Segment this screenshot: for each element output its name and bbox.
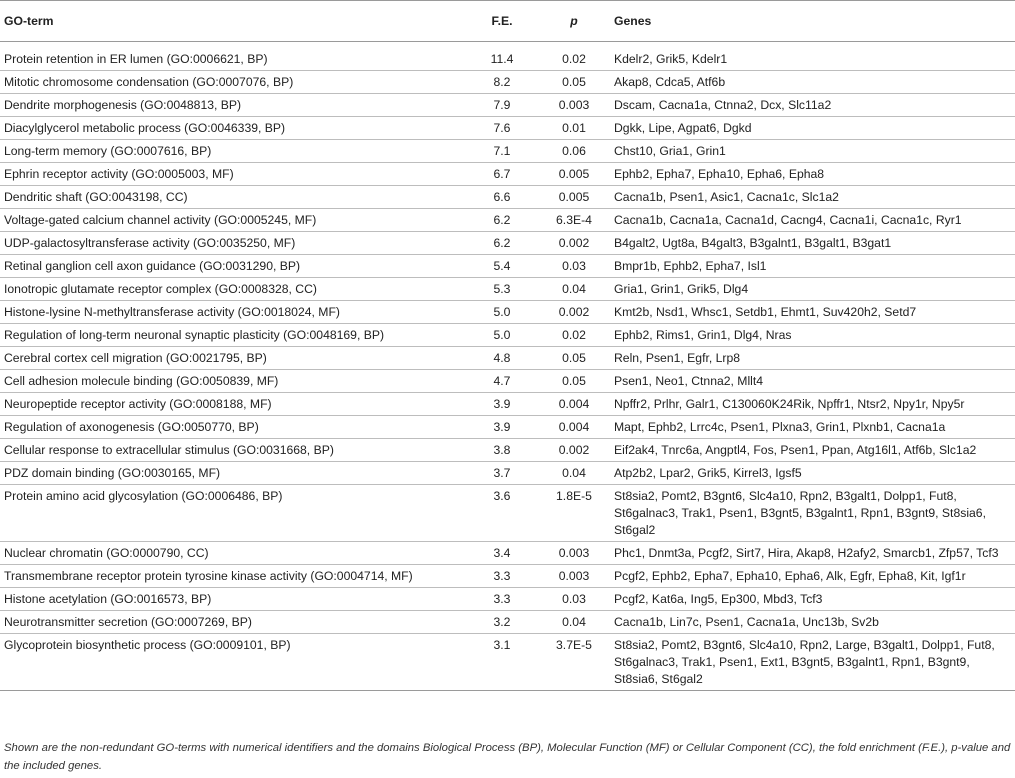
genes-cell: Cacna1b, Cacna1a, Cacna1d, Cacng4, Cacna1i, Cacna1c, Ryr1	[614, 213, 962, 227]
genes-cell: Reln, Psen1, Egfr, Lrp8	[614, 351, 741, 365]
table-header	[0, 1, 1015, 49]
genes-cell: Chst10, Gria1, Grin1	[614, 144, 726, 158]
fold-enrichment-cell: 7.1	[493, 144, 511, 158]
go-term-cell: Dendritic shaft (GO:0043198, CC)	[4, 190, 188, 204]
table-caption: Shown are the non-redundant GO-terms with numerical identifiers and the domains Biological Process (BP), Molecular Function (MF) or Cellular Component (CC), the fold enrichment (F.E.), p-value and the included genes.	[4, 742, 1011, 772]
fold-enrichment-cell: 5.3	[493, 282, 511, 296]
genes-cell: Ephb2, Epha7, Epha10, Epha6, Epha8	[614, 167, 825, 181]
table-row	[0, 117, 1015, 140]
p-value-cell: 0.02	[562, 328, 586, 342]
table-row	[0, 588, 1015, 611]
fold-enrichment-cell: 3.4	[493, 546, 511, 560]
go-term-cell: Diacylglycerol metabolic process (GO:0046339, BP)	[4, 121, 286, 135]
table-row	[0, 301, 1015, 324]
genes-cell: Atp2b2, Lpar2, Grik5, Kirrel3, Igsf5	[614, 466, 802, 480]
go-term-cell: Glycoprotein biosynthetic process (GO:0009101, BP)	[4, 638, 291, 652]
p-value-cell: 0.004	[558, 420, 590, 434]
fold-enrichment-cell: 3.3	[493, 569, 511, 583]
genes-cell: Ephb2, Rims1, Grin1, Dlg4, Nras	[614, 328, 792, 342]
p-value-cell: 0.03	[562, 592, 586, 606]
genes-cell: St8sia2, Pomt2, B3gnt6, Slc4a10, Rpn2, Large, B3galt1, Dolpp1, Fut8, St6galnac3, Trak1, Psen1, Ext1, B3gnt5, B3galnt1, Rpn1, B3gnt9, St8sia6, St6gal2	[614, 638, 995, 686]
fold-enrichment-cell: 6.6	[493, 190, 511, 204]
genes-cell: Eif2ak4, Tnrc6a, Angptl4, Fos, Psen1, Ppan, Atg16l1, Atf6b, Slc1a2	[614, 443, 977, 457]
p-value-cell: 0.005	[558, 190, 590, 204]
fold-enrichment-cell: 8.2	[493, 75, 511, 89]
go-term-cell: Ionotropic glutamate receptor complex (GO:0008328, CC)	[4, 282, 317, 296]
p-value-cell: 0.03	[562, 259, 586, 273]
go-term-cell: Cell adhesion molecule binding (GO:0050839, MF)	[4, 374, 279, 388]
fold-enrichment-cell: 3.8	[493, 443, 511, 457]
go-term-cell: Histone acetylation (GO:0016573, BP)	[4, 592, 212, 606]
genes-cell: Dgkk, Lipe, Agpat6, Dgkd	[614, 121, 752, 135]
table-row	[0, 370, 1015, 393]
fold-enrichment-cell: 3.9	[493, 420, 511, 434]
go-term-cell: Mitotic chromosome condensation (GO:0007076, BP)	[4, 75, 294, 89]
fold-enrichment-cell: 4.7	[493, 374, 511, 388]
table-row	[0, 140, 1015, 163]
go-term-cell: Neurotransmitter secretion (GO:0007269, BP)	[4, 615, 252, 629]
table-row	[0, 462, 1015, 485]
fold-enrichment-cell: 5.4	[493, 259, 511, 273]
p-value-cell: 0.002	[558, 305, 590, 319]
go-term-cell: UDP-galactosyltransferase activity (GO:0035250, MF)	[4, 236, 296, 250]
genes-cell: Cacna1b, Lin7c, Psen1, Cacna1a, Unc13b, Sv2b	[614, 615, 879, 629]
table-row	[0, 163, 1015, 186]
go-term-cell: Cellular response to extracellular stimulus (GO:0031668, BP)	[4, 443, 334, 457]
header-fold-enrichment: F.E.	[466, 1, 538, 42]
table-row	[0, 71, 1015, 94]
go-term-cell: Neuropeptide receptor activity (GO:0008188, MF)	[4, 397, 272, 411]
fold-enrichment-cell: 7.6	[493, 121, 511, 135]
genes-cell: Kdelr2, Grik5, Kdelr1	[614, 52, 728, 66]
header-row	[0, 1, 1015, 42]
p-value-cell: 0.004	[558, 397, 590, 411]
genes-cell: Pcgf2, Kat6a, Ing5, Ep300, Mbd3, Tcf3	[614, 592, 823, 606]
table-row	[0, 278, 1015, 301]
table-row	[0, 393, 1015, 416]
genes-cell: Bmpr1b, Ephb2, Epha7, Isl1	[614, 259, 767, 273]
p-value-cell: 0.04	[562, 466, 586, 480]
table-row	[0, 347, 1015, 370]
p-value-cell: 0.06	[562, 144, 586, 158]
header-go-term: GO-term	[0, 1, 466, 42]
table-row	[0, 439, 1015, 462]
table-row	[0, 94, 1015, 117]
genes-cell: Pcgf2, Ephb2, Epha7, Epha10, Epha6, Alk, Egfr, Epha8, Kit, Igf1r	[614, 569, 966, 583]
go-term-cell: Cerebral cortex cell migration (GO:0021795, BP)	[4, 351, 267, 365]
p-value-cell: 0.05	[562, 351, 586, 365]
p-value-cell: 1.8E-5	[556, 489, 592, 503]
go-term-cell: Transmembrane receptor protein tyrosine kinase activity (GO:0004714, MF)	[4, 569, 413, 583]
genes-cell: B4galt2, Ugt8a, B4galt3, B3galnt1, B3galt1, B3gat1	[614, 236, 892, 250]
p-value-cell: 0.005	[558, 167, 590, 181]
header-genes: Genes	[610, 1, 1015, 42]
genes-cell: Npffr2, Prlhr, Galr1, C130060K24Rik, Npffr1, Ntsr2, Npy1r, Npy5r	[614, 397, 965, 411]
fold-enrichment-cell: 6.2	[493, 213, 511, 227]
p-value-cell: 0.05	[562, 75, 586, 89]
p-value-cell: 0.003	[558, 569, 590, 583]
table-row	[0, 416, 1015, 439]
go-term-cell: Voltage-gated calcium channel activity (GO:0005245, MF)	[4, 213, 317, 227]
p-value-cell: 0.02	[562, 52, 586, 66]
header-p-value: p	[538, 1, 610, 42]
go-term-cell: Retinal ganglion cell axon guidance (GO:0031290, BP)	[4, 259, 301, 273]
table-row	[0, 186, 1015, 209]
fold-enrichment-cell: 11.4	[490, 52, 514, 66]
table-row	[0, 542, 1015, 565]
p-value-cell: 0.003	[558, 546, 590, 560]
fold-enrichment-cell: 6.2	[493, 236, 511, 250]
p-value-cell: 0.002	[558, 236, 590, 250]
go-term-cell: PDZ domain binding (GO:0030165, MF)	[4, 466, 221, 480]
fold-enrichment-cell: 3.7	[493, 466, 511, 480]
fold-enrichment-cell: 4.8	[493, 351, 511, 365]
fold-enrichment-cell: 6.7	[493, 167, 511, 181]
table-row	[0, 324, 1015, 347]
p-value-cell: 0.04	[562, 282, 586, 296]
p-value-cell: 3.7E-5	[556, 638, 592, 652]
p-value-cell: 0.01	[562, 121, 586, 135]
fold-enrichment-cell: 3.1	[493, 638, 511, 652]
genes-cell: Kmt2b, Nsd1, Whsc1, Setdb1, Ehmt1, Suv420h2, Setd7	[614, 305, 917, 319]
table-row	[0, 634, 1015, 691]
go-term-cell: Nuclear chromatin (GO:0000790, CC)	[4, 546, 209, 560]
table-row	[0, 48, 1015, 71]
fold-enrichment-cell: 3.6	[493, 489, 511, 503]
genes-cell: Mapt, Ephb2, Lrrc4c, Psen1, Plxna3, Grin1, Plxnb1, Cacna1a	[614, 420, 946, 434]
genes-cell: Cacna1b, Psen1, Asic1, Cacna1c, Slc1a2	[614, 190, 839, 204]
table-row	[0, 232, 1015, 255]
genes-cell: St8sia2, Pomt2, B3gnt6, Slc4a10, Rpn2, B3galt1, Dolpp1, Fut8, St6galnac3, Trak1, Psen1, B3gnt5, B3galnt1, Rpn1, B3gnt9, St8sia6, St6gal2	[614, 489, 986, 537]
p-value-cell: 0.002	[558, 443, 590, 457]
fold-enrichment-cell: 3.3	[493, 592, 511, 606]
genes-cell: Akap8, Cdca5, Atf6b	[614, 75, 726, 89]
table-row	[0, 255, 1015, 278]
go-term-cell: Histone-lysine N-methyltransferase activity (GO:0018024, MF)	[4, 305, 340, 319]
table-row	[0, 209, 1015, 232]
fold-enrichment-cell: 5.0	[493, 305, 511, 319]
p-value-cell: 6.3E-4	[556, 213, 592, 227]
genes-cell: Phc1, Dnmt3a, Pcgf2, Sirt7, Hira, Akap8, H2afy2, Smarcb1, Zfp57, Tcf3	[614, 546, 999, 560]
genes-cell: Psen1, Neo1, Ctnna2, Mllt4	[614, 374, 764, 388]
table-row	[0, 611, 1015, 634]
go-term-cell: Dendrite morphogenesis (GO:0048813, BP)	[4, 98, 242, 112]
fold-enrichment-cell: 7.9	[493, 98, 511, 112]
p-value-cell: 0.04	[562, 615, 586, 629]
go-term-cell: Long-term memory (GO:0007616, BP)	[4, 144, 212, 158]
fold-enrichment-cell: 3.9	[493, 397, 511, 411]
table-row	[0, 485, 1015, 542]
go-term-cell: Protein retention in ER lumen (GO:0006621, BP)	[4, 52, 268, 66]
p-value-cell: 0.003	[558, 98, 590, 112]
fold-enrichment-cell: 3.2	[493, 615, 511, 629]
go-term-cell: Regulation of axonogenesis (GO:0050770, BP)	[4, 420, 259, 434]
go-term-cell: Protein amino acid glycosylation (GO:0006486, BP)	[4, 489, 283, 503]
table-body	[0, 48, 1015, 691]
fold-enrichment-cell: 5.0	[493, 328, 511, 342]
genes-cell: Dscam, Cacna1a, Ctnna2, Dcx, Slc11a2	[614, 98, 832, 112]
genes-cell: Gria1, Grin1, Grik5, Dlg4	[614, 282, 749, 296]
go-term-cell: Regulation of long-term neuronal synaptic plasticity (GO:0048169, BP)	[4, 328, 385, 342]
p-value-cell: 0.05	[562, 374, 586, 388]
go-term-cell: Ephrin receptor activity (GO:0005003, MF)	[4, 167, 234, 181]
table-row	[0, 565, 1015, 588]
